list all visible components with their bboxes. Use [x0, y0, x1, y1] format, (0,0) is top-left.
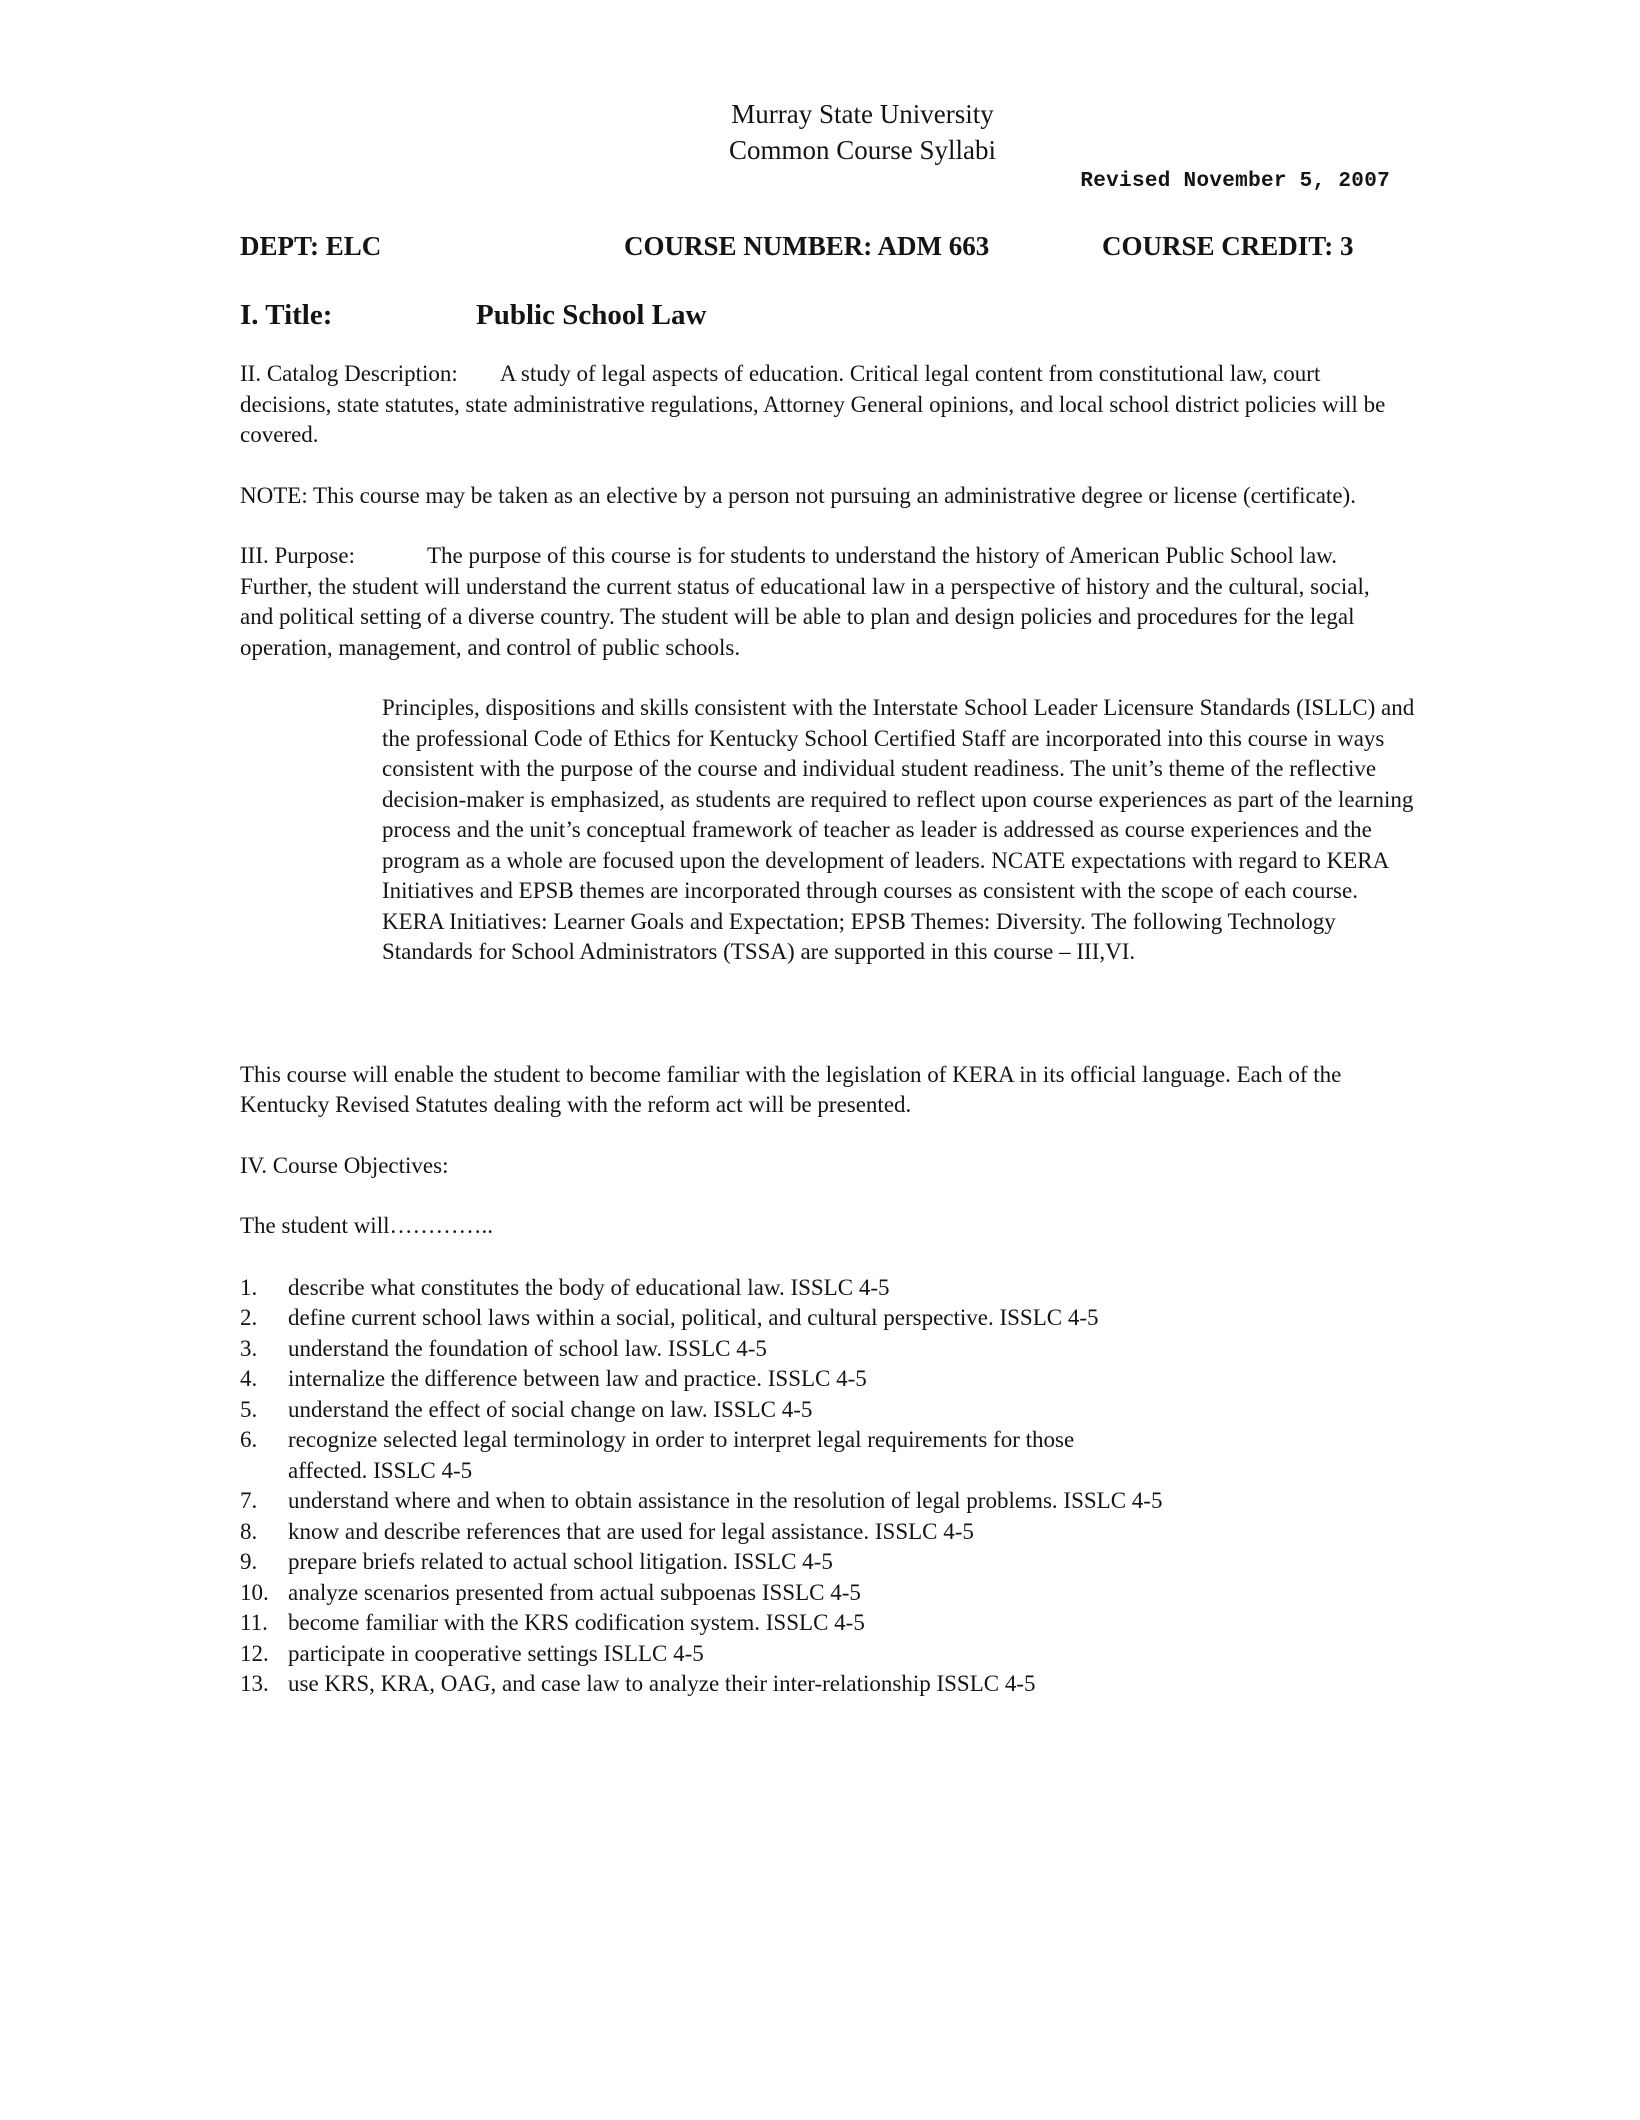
document-header [325, 96, 1400, 168]
item-text: describe what constitutes the body of educational law. ISSLC 4-5 [288, 1274, 890, 1300]
kera-paragraph: This course will enable the student to become familiar with the legislation of KERA in its official language. Each of the Kentucky Revised Statutes dealing with the reform act will be presented. [240, 1061, 1342, 1117]
catalog-text: A study of legal aspects of education. Critical legal content from constitutional law, court decisions, state statutes, state administrative regulations, Attorney General opinions, and local school district policies will be covered. [240, 361, 1386, 447]
list-item [240, 1517, 1400, 1548]
note-paragraph: NOTE: This course may be taken as an elective by a person not pursuing an administrative degree or license (certificate). [240, 482, 1356, 508]
list-item [240, 1578, 1400, 1609]
syllabus-page [240, 96, 1415, 1700]
list-item [240, 1334, 1400, 1365]
item-text: recognize selected legal terminology in order to interpret legal requirements for those affected. ISSLC 4-5 [288, 1427, 1075, 1483]
item-number: 10. [240, 1579, 269, 1605]
item-number: 7. [240, 1488, 258, 1513]
item-number: 2. [240, 1305, 258, 1330]
course-number: COURSE NUMBER: ADM 663 [624, 231, 990, 261]
list-item [240, 1303, 1400, 1334]
objectives-heading: IV. Course Objectives: [240, 1152, 449, 1178]
item-number: 13. [240, 1671, 269, 1696]
item-number: 3. [240, 1335, 258, 1361]
item-text: understand the foundation of school law. ISSLC 4-5 [288, 1335, 767, 1361]
course-title: Public School Law [476, 299, 707, 331]
item-text: become familiar with the KRS codification system. ISSLC 4-5 [288, 1610, 865, 1635]
purpose-label: III. Purpose: [240, 543, 355, 568]
course-info-row [240, 229, 1400, 263]
list-item [240, 1669, 1400, 1700]
purpose-paragraph [240, 541, 1400, 663]
item-number: 5. [240, 1396, 258, 1422]
item-number: 1. [240, 1274, 258, 1300]
objectives-list [240, 1273, 1400, 1700]
university-name: Murray State University [731, 99, 994, 129]
document-subtitle: Common Course Syllabi [728, 135, 996, 165]
objectives-intro: The student will………….. [240, 1213, 493, 1238]
list-item [240, 1639, 1400, 1670]
list-item [240, 1273, 1400, 1304]
title-label: I. Title: [240, 299, 333, 331]
item-text: internalize the difference between law and practice. ISSLC 4-5 [288, 1366, 867, 1391]
item-text: prepare briefs related to actual school litigation. ISSLC 4-5 [288, 1549, 833, 1574]
list-item [240, 1395, 1400, 1426]
course-title-row [240, 297, 1400, 333]
item-text: participate in cooperative settings ISLLC 4-5 [288, 1640, 704, 1666]
principles-paragraph: Principles, dispositions and skills consistent with the Interstate School Leader Licensure Standards (ISLLC) and the professional Code of Ethics for Kentucky School Certified Staff are incorporated into this course in ways consistent with the purpose of the course and individual student readiness. The unit’s theme of the reflective decision-maker is emphasized, as students are required to reflect upon course experiences as part of the learning process and the unit’s conceptual framework of teacher as leader is addressed as course experiences and the program as a whole are focused upon the development of leaders. NCATE expectations with regard to KERA Initiatives and EPSB themes are incorporated through courses as consistent with the scope of each course. KERA Initiatives: Learner Goals and Expectation; EPSB Themes: Diversity. The following Technology Standards for School Administrators (TSSA) are supported in this course – III,VI. [382, 695, 1415, 964]
item-number: 6. [240, 1427, 258, 1452]
list-item [240, 1547, 1400, 1578]
item-number: 11. [240, 1610, 268, 1635]
item-number: 9. [240, 1549, 258, 1574]
item-number: 8. [240, 1518, 258, 1544]
dept-label: DEPT: ELC [240, 231, 382, 261]
revised-date: Revised November 5, 2007 [1080, 170, 1390, 193]
catalog-description [240, 359, 1400, 451]
item-text: know and describe references that are used for legal assistance. ISSLC 4-5 [288, 1518, 974, 1544]
item-text: understand where and when to obtain assistance in the resolution of legal problems. ISSLC 4-5 [288, 1488, 1163, 1513]
list-item [240, 1364, 1400, 1395]
list-item [240, 1608, 1400, 1639]
item-text: define current school laws within a social, political, and cultural perspective. ISSLC 4-5 [288, 1305, 1099, 1330]
catalog-label: II. Catalog Description: [240, 361, 458, 386]
item-text: analyze scenarios presented from actual subpoenas ISSLC 4-5 [288, 1579, 861, 1605]
item-number: 12. [240, 1640, 269, 1666]
course-credit: COURSE CREDIT: 3 [1102, 231, 1354, 261]
item-text: use KRS, KRA, OAG, and case law to analyze their inter-relationship ISSLC 4-5 [288, 1671, 1036, 1696]
item-number: 4. [240, 1366, 258, 1391]
item-text: understand the effect of social change on law. ISSLC 4-5 [288, 1396, 813, 1422]
list-item [240, 1486, 1400, 1517]
purpose-text: The purpose of this course is for students to understand the history of American Public School law. Further, the student will understand the current status of educational law in a perspective of history and the cultural, social, and political setting of a diverse country. The student will be able to plan and design policies and procedures for the legal operation, management, and control of public schools. [240, 543, 1370, 660]
list-item [240, 1425, 1400, 1486]
